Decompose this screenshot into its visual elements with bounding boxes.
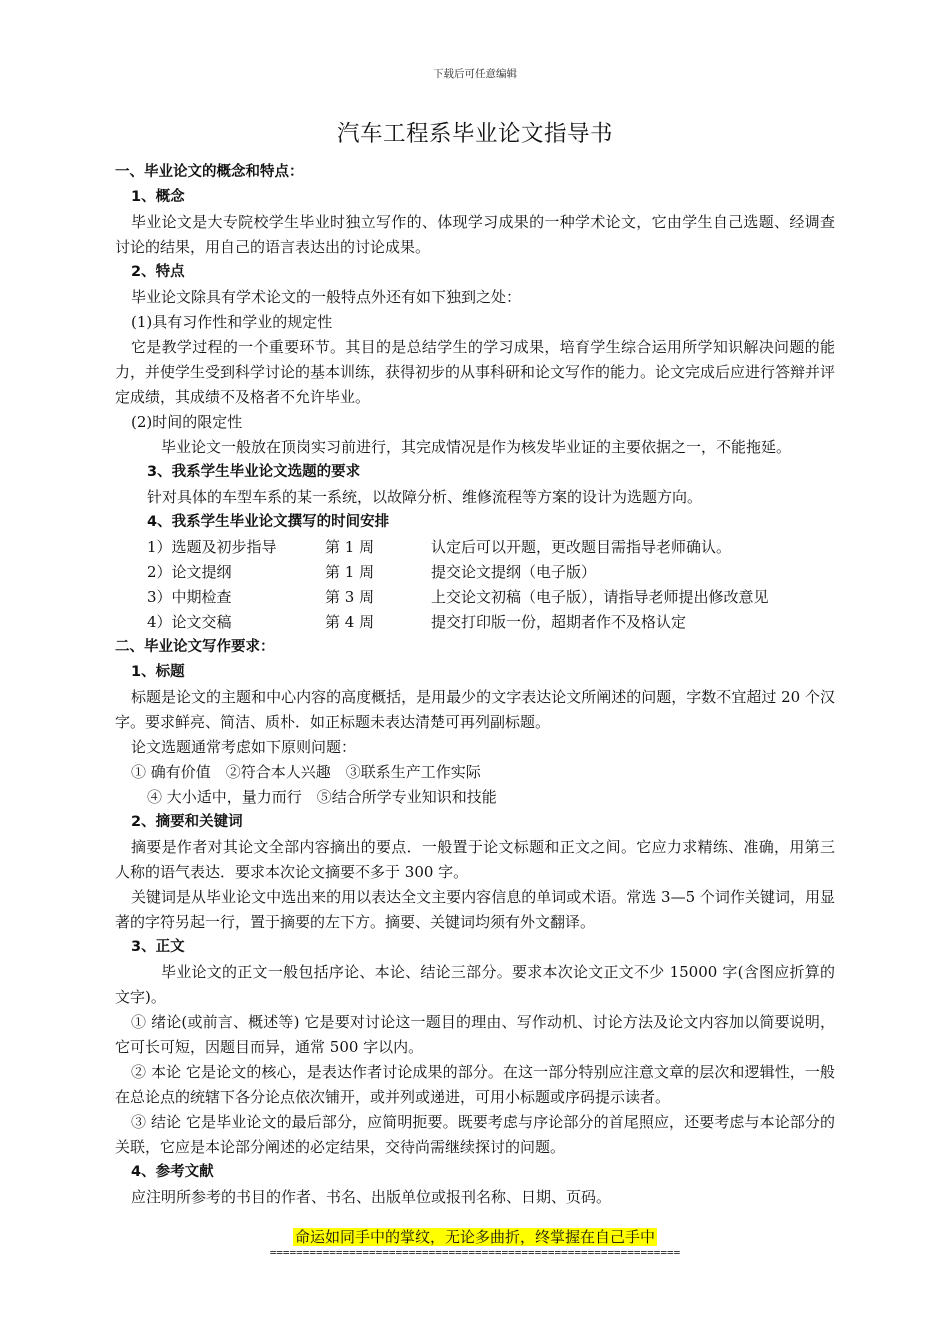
subheading-schedule: 4、我系学生毕业论文撰写的时间安排	[147, 514, 390, 530]
footer-motto-text: 命运如同手中的掌纹，无论多曲折，终掌握在自己手中	[294, 1228, 655, 1246]
subheading-abstract-keywords: 2、摘要和关键词	[131, 814, 243, 830]
section-1-heading: 一、毕业论文的概念和特点：	[115, 164, 304, 180]
document-body	[115, 160, 835, 1210]
subheading-features: 2、特点	[131, 264, 185, 280]
principles-line-2: ④ 大小适中，量力而行 ⑤结合所学专业知识和技能	[147, 788, 497, 806]
schedule-item: 3）中期检查	[147, 588, 232, 606]
schedule-row	[115, 610, 835, 635]
paragraph-introduction: ① 绪论(或前言、概述等) 它是要对讨论这一题目的理由、写作动机、讨论方法及论文内容加以简要说明，它可长可短，因题目而异，通常 500 字以内。	[115, 1013, 835, 1056]
schedule-item: 2）论文提纲	[147, 563, 232, 581]
paragraph-abstract: 摘要是作者对其论文全部内容摘出的要点．一般置于论文标题和正文之间。它应力求精练、准确，用第三人称的语气表达．要求本次论文摘要不多于 300 字。	[115, 838, 835, 881]
schedule-week: 第 3 周	[325, 588, 375, 606]
feature-2-title: (2)时间的限定性	[131, 413, 243, 431]
paragraph-conclusion: ③ 结论 它是毕业论文的最后部分，应简明扼要。既要考虑与序论部分的首尾照应，还要考虑与本论部分的关联，它应是本论部分阐述的必定结果，交待尚需继续探讨的问题。	[115, 1113, 835, 1156]
paragraph-title: 标题是论文的主题和中心内容的高度概括，是用最少的文字表达论文所阐述的问题，字数不宜超过 20 个汉字。要求鲜亮、简洁、质朴．如正标题未表达清楚可再列副标题。	[115, 688, 835, 731]
schedule-desc: 提交论文提纲（电子版）	[431, 563, 597, 581]
subheading-topic-requirements: 3、我系学生毕业论文选题的要求	[147, 464, 361, 480]
paragraph-main-body: ② 本论 它是论文的核心，是表达作者讨论成果的部分。在这一部分特别应注意文章的层次和逻辑性，一般在总论点的统辖下各分论点依次铺开，或并列或递进，可用小标题或序码提示读者。	[115, 1063, 835, 1106]
footer-divider: ==============================================================	[269, 1246, 681, 1259]
schedule-desc: 认定后可以开题，更改题目需指导老师确认。	[431, 538, 732, 556]
subheading-body: 3、正文	[131, 939, 185, 955]
schedule-item: 1）选题及初步指导	[147, 538, 277, 556]
schedule-item: 4）论文交稿	[147, 613, 232, 631]
schedule-week: 第 1 周	[325, 538, 375, 556]
paragraph-concept: 毕业论文是大专院校学生毕业时独立写作的、体现学习成果的一种学术论文，它由学生自己选题、经调查讨论的结果，用自己的语言表达出的讨论成果。	[115, 213, 835, 256]
principles-line-1: ① 确有价值 ②符合本人兴趣 ③联系生产工作实际	[131, 763, 481, 781]
feature-1-text: 它是教学过程的一个重要环节。其目的是总结学生的学习成果，培育学生综合运用所学知识解决问题的能力，并使学生受到科学讨论的基本训练，获得初步的从事科研和论文写作的能力。论文完成后应进行答辩并评定成绩，其成绩不及格者不允许毕业。	[115, 338, 836, 406]
paragraph-topic-requirements: 针对具体的车型车系的某一系统，以故障分析、维修流程等方案的设计为选题方向。	[147, 488, 703, 506]
document-title: 汽车工程系毕业论文指导书	[336, 121, 613, 147]
schedule-desc: 上交论文初稿（电子版），请指导老师提出修改意见	[431, 588, 769, 606]
paragraph-topic-principles: 论文选题通常考虑如下原则问题：	[131, 738, 357, 756]
schedule-row	[115, 535, 835, 560]
subheading-concept: 1、概念	[131, 189, 185, 205]
feature-1-title: (1)具有习作性和学业的规定性	[131, 313, 333, 331]
schedule-week: 第 1 周	[325, 563, 375, 581]
paragraph-keywords: 关键词是从毕业论文中选出来的用以表达全文主要内容信息的单词或术语。常选 3—5 个词作关键词，用显著的字符另起一行，置于摘要的左下方。摘要、关键词均须有外文翻译。	[115, 888, 835, 931]
paragraph-features-intro: 毕业论文除具有学术论文的一般特点外还有如下独到之处：	[131, 288, 522, 306]
subheading-title: 1、标题	[131, 664, 185, 680]
page-header: 下载后可任意编辑	[433, 68, 517, 80]
footer-motto	[0, 1226, 950, 1247]
schedule-row	[115, 560, 835, 585]
schedule-row	[115, 585, 835, 610]
feature-2-text: 毕业论文一般放在顶岗实习前进行，其完成情况是作为核发毕业证的主要依据之一，不能拖延。	[161, 438, 792, 456]
paragraph-body-intro: 毕业论文的正文一般包括序论、本论、结论三部分。要求本次论文正文不少 15000 字(含图应折算的文字)。	[115, 963, 835, 1006]
subheading-references: 4、参考文献	[131, 1164, 214, 1180]
paragraph-references: 应注明所参考的书目的作者、书名、出版单位或报刊名称、日期、页码。	[131, 1188, 612, 1206]
schedule-desc: 提交打印版一份，超期者作不及格认定	[431, 613, 687, 631]
schedule-week: 第 4 周	[325, 613, 375, 631]
section-2-heading: 二、毕业论文写作要求：	[115, 639, 275, 655]
